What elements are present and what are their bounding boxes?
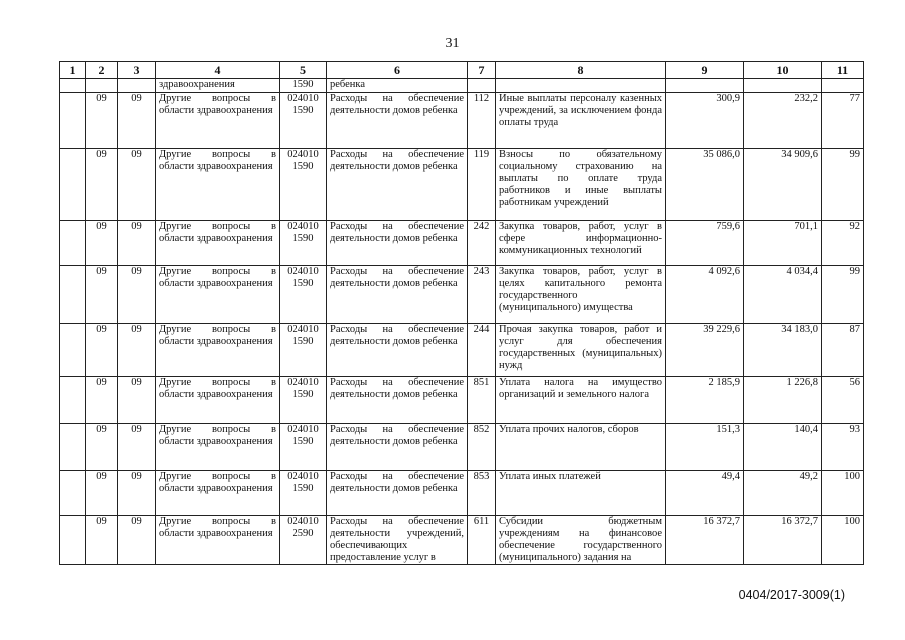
cell-section: 09 (86, 93, 118, 149)
cell-executed: 140,4 (744, 424, 822, 471)
cell-expense-type (468, 79, 496, 93)
cell-executed: 232,2 (744, 93, 822, 149)
cell-expense-type: 242 (468, 221, 496, 266)
cell-col1 (60, 516, 86, 565)
cell-subsection-name: Другие вопросы в области здравоохранения (156, 149, 280, 221)
cell-expense-type: 852 (468, 424, 496, 471)
cell-subsection (118, 79, 156, 93)
col-header: 8 (496, 62, 666, 79)
cell-executed: 4 034,4 (744, 266, 822, 324)
cell-expense-type: 851 (468, 377, 496, 424)
table-row (60, 471, 864, 516)
cell-executed: 34 909,6 (744, 149, 822, 221)
cell-subsection: 09 (118, 424, 156, 471)
cell-expense-name: Взносы по обязательному социальному страхованию на выплаты по оплате труда работников и иные выплаты работникам учреждений (496, 149, 666, 221)
cell-subsection-name: Другие вопросы в области здравоохранения (156, 266, 280, 324)
cell-expense-name: Прочая закупка товаров, работ и услуг для обеспечения государственных (муниципальных) нужд (496, 324, 666, 377)
cell-planned: 300,9 (666, 93, 744, 149)
cell-target-code: 024010 1590 (280, 324, 327, 377)
cell-percent: 93 (822, 424, 864, 471)
cell-target-code: 024010 1590 (280, 221, 327, 266)
table-row (60, 377, 864, 424)
cell-section: 09 (86, 324, 118, 377)
cell-target-name: Расходы на обеспечение деятельности домов ребенка (327, 377, 468, 424)
cell-target-code: 024010 1590 (280, 424, 327, 471)
cell-expense-type: 244 (468, 324, 496, 377)
table-row (60, 324, 864, 377)
cell-subsection: 09 (118, 221, 156, 266)
cell-expense-name: Уплата прочих налогов, сборов (496, 424, 666, 471)
cell-expense-type: 611 (468, 516, 496, 565)
cell-subsection: 09 (118, 93, 156, 149)
cell-target-code: 024010 1590 (280, 471, 327, 516)
cell-executed: 49,2 (744, 471, 822, 516)
cell-subsection: 09 (118, 516, 156, 565)
cell-planned: 16 372,7 (666, 516, 744, 565)
cell-section: 09 (86, 221, 118, 266)
cell-planned: 759,6 (666, 221, 744, 266)
cell-target-name: Расходы на обеспечение деятельности домов ребенка (327, 93, 468, 149)
budget-table (59, 61, 864, 565)
cell-target-name: Расходы на обеспечение деятельности домов ребенка (327, 324, 468, 377)
table-row (60, 516, 864, 565)
cell-planned: 4 092,6 (666, 266, 744, 324)
cell-planned: 151,3 (666, 424, 744, 471)
cell-target-code: 024010 1590 (280, 149, 327, 221)
cell-percent: 100 (822, 471, 864, 516)
cell-target-name: ребенка (327, 79, 468, 93)
cell-planned: 2 185,9 (666, 377, 744, 424)
cell-col1 (60, 324, 86, 377)
cell-col1 (60, 471, 86, 516)
cell-percent: 99 (822, 266, 864, 324)
cell-executed: 34 183,0 (744, 324, 822, 377)
cell-target-name: Расходы на обеспечение деятельности домов ребенка (327, 221, 468, 266)
cell-col1 (60, 221, 86, 266)
cell-expense-name (496, 79, 666, 93)
cell-subsection-name: Другие вопросы в области здравоохранения (156, 424, 280, 471)
col-header: 2 (86, 62, 118, 79)
table-body (60, 79, 864, 565)
cell-subsection-name: Другие вопросы в области здравоохранения (156, 221, 280, 266)
cell-col1 (60, 424, 86, 471)
cell-target-code: 024010 2590 (280, 516, 327, 565)
table-row (60, 79, 864, 93)
cell-expense-type: 119 (468, 149, 496, 221)
cell-col1 (60, 266, 86, 324)
col-header: 7 (468, 62, 496, 79)
header-row (60, 62, 864, 79)
cell-executed: 16 372,7 (744, 516, 822, 565)
cell-subsection-name: Другие вопросы в области здравоохранения (156, 516, 280, 565)
cell-target-name: Расходы на обеспечение деятельности домов ребенка (327, 424, 468, 471)
cell-target-name: Расходы на обеспечение деятельности учреждений, обеспечивающих предоставление услуг в (327, 516, 468, 565)
cell-target-name: Расходы на обеспечение деятельности домов ребенка (327, 266, 468, 324)
table-row (60, 93, 864, 149)
cell-percent (822, 79, 864, 93)
cell-section: 09 (86, 377, 118, 424)
cell-section: 09 (86, 149, 118, 221)
cell-subsection-name: Другие вопросы в области здравоохранения (156, 377, 280, 424)
cell-subsection: 09 (118, 471, 156, 516)
cell-section: 09 (86, 471, 118, 516)
cell-section: 09 (86, 516, 118, 565)
cell-target-code: 024010 1590 (280, 377, 327, 424)
cell-expense-type: 112 (468, 93, 496, 149)
cell-planned: 49,4 (666, 471, 744, 516)
table-row (60, 149, 864, 221)
cell-col1 (60, 377, 86, 424)
cell-subsection: 09 (118, 377, 156, 424)
cell-expense-name: Уплата налога на имущество организаций и земельного налога (496, 377, 666, 424)
cell-planned: 39 229,6 (666, 324, 744, 377)
cell-executed: 1 226,8 (744, 377, 822, 424)
document-code: 0404/2017-3009(1) (738, 588, 845, 602)
cell-col1 (60, 79, 86, 93)
cell-percent: 87 (822, 324, 864, 377)
col-header: 4 (156, 62, 280, 79)
cell-subsection: 09 (118, 266, 156, 324)
cell-expense-name: Закупка товаров, работ, услуг в целях капитального ремонта государственного (муниципального) имущества (496, 266, 666, 324)
cell-planned (666, 79, 744, 93)
col-header: 6 (327, 62, 468, 79)
table-row (60, 266, 864, 324)
cell-section: 09 (86, 266, 118, 324)
cell-target-code: 024010 1590 (280, 93, 327, 149)
cell-target-code: 024010 1590 (280, 266, 327, 324)
cell-percent: 56 (822, 377, 864, 424)
cell-target-name: Расходы на обеспечение деятельности домов ребенка (327, 471, 468, 516)
cell-planned: 35 086,0 (666, 149, 744, 221)
cell-percent: 99 (822, 149, 864, 221)
cell-subsection-name: Другие вопросы в области здравоохранения (156, 93, 280, 149)
cell-section: 09 (86, 424, 118, 471)
cell-percent: 92 (822, 221, 864, 266)
cell-expense-name: Субсидии бюджетным учреждениям на финансовое обеспечение государственного (муниципального) задания на (496, 516, 666, 565)
cell-expense-type: 243 (468, 266, 496, 324)
col-header: 1 (60, 62, 86, 79)
col-header: 3 (118, 62, 156, 79)
cell-subsection-name: здравоохранения (156, 79, 280, 93)
cell-expense-type: 853 (468, 471, 496, 516)
table-row (60, 221, 864, 266)
cell-col1 (60, 93, 86, 149)
page-number: 31 (445, 36, 460, 51)
table-row (60, 424, 864, 471)
col-header: 11 (822, 62, 864, 79)
cell-target-code: 1590 (280, 79, 327, 93)
cell-executed: 701,1 (744, 221, 822, 266)
col-header: 9 (666, 62, 744, 79)
cell-subsection: 09 (118, 149, 156, 221)
cell-col1 (60, 149, 86, 221)
cell-expense-name: Закупка товаров, работ, услуг в сфере информационно-коммуникационных технологий (496, 221, 666, 266)
cell-expense-name: Уплата иных платежей (496, 471, 666, 516)
cell-subsection: 09 (118, 324, 156, 377)
cell-target-name: Расходы на обеспечение деятельности домов ребенка (327, 149, 468, 221)
cell-percent: 77 (822, 93, 864, 149)
col-header: 5 (280, 62, 327, 79)
cell-section (86, 79, 118, 93)
col-header: 10 (744, 62, 822, 79)
cell-subsection-name: Другие вопросы в области здравоохранения (156, 324, 280, 377)
cell-percent: 100 (822, 516, 864, 565)
cell-executed (744, 79, 822, 93)
cell-subsection-name: Другие вопросы в области здравоохранения (156, 471, 280, 516)
cell-expense-name: Иные выплаты персоналу казенных учреждений, за исключением фонда оплаты труда (496, 93, 666, 149)
